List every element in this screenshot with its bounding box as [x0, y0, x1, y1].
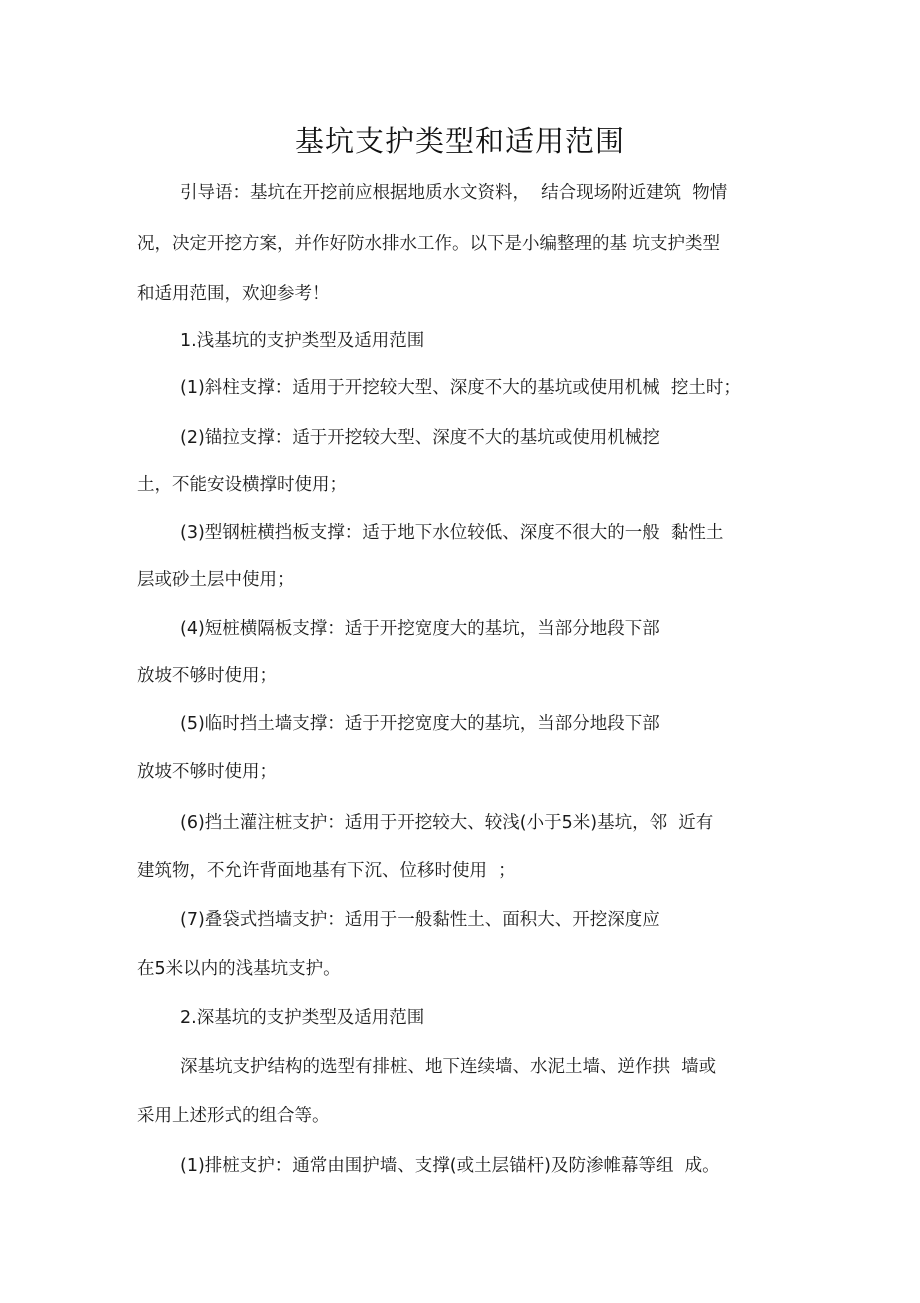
deep-intro-line-1: 深基坑支护结构的选型有排桩、地下连续墙、水泥土墙、逆作拱 墙或: [180, 1057, 717, 1077]
intro-line-3: 和适用范围，欢迎参考！: [137, 284, 330, 304]
deep-intro-line-2: 采用上述形式的组合等。: [137, 1106, 330, 1126]
list-item-4-cont: 放坡不够时使用；: [137, 666, 277, 686]
list-item-5: (5)临时挡土墙支撑：适于开挖宽度大的基坑，当部分地段下部: [180, 714, 660, 734]
list-item-5-cont: 放坡不够时使用；: [137, 762, 277, 782]
list-item-2-cont: 土，不能安设横撑时使用；: [137, 475, 347, 495]
list-item-1: (1)斜柱支撑：适用于开挖较大型、深度不大的基坑或使用机械 挖土时；: [180, 378, 741, 398]
section-heading-2: 2.深基坑的支护类型及适用范围: [180, 1008, 425, 1028]
page-title: 基坑支护类型和适用范围: [294, 124, 625, 158]
list-item-7-cont: 在5米以内的浅基坑支护。: [137, 959, 341, 979]
intro-line-1: 引导语：基坑在开挖前应根据地质水文资料， 结合现场附近建筑 物情: [180, 183, 728, 203]
deep-list-item-1: (1)排桩支护：通常由围护墙、支撑(或土层锚杆)及防渗帷幕等组 成。: [180, 1156, 720, 1176]
intro-line-2: 况，决定开挖方案，并作好防水排水工作。以下是小编整理的基 坑支护类型: [137, 234, 721, 254]
list-item-4: (4)短桩横隔板支撑：适于开挖宽度大的基坑，当部分地段下部: [180, 619, 660, 639]
list-item-3: (3)型钢桩横挡板支撑：适于地下水位较低、深度不很大的一般 黏性土: [180, 523, 724, 543]
list-item-7: (7)叠袋式挡墙支护：适用于一般黏性土、面积大、开挖深度应: [180, 910, 660, 930]
list-item-3-cont: 层或砂土层中使用；: [137, 570, 295, 590]
list-item-6: (6)挡土灌注桩支护：适用于开挖较大、较浅(小于5米)基坑，邻 近有: [180, 813, 714, 833]
section-heading-1: 1.浅基坑的支护类型及适用范围: [180, 331, 425, 351]
list-item-6-cont: 建筑物，不允许背面地基有下沉、位移时使用 ；: [137, 861, 516, 881]
list-item-2: (2)锚拉支撑：适于开挖较大型、深度不大的基坑或使用机械挖: [180, 428, 660, 448]
